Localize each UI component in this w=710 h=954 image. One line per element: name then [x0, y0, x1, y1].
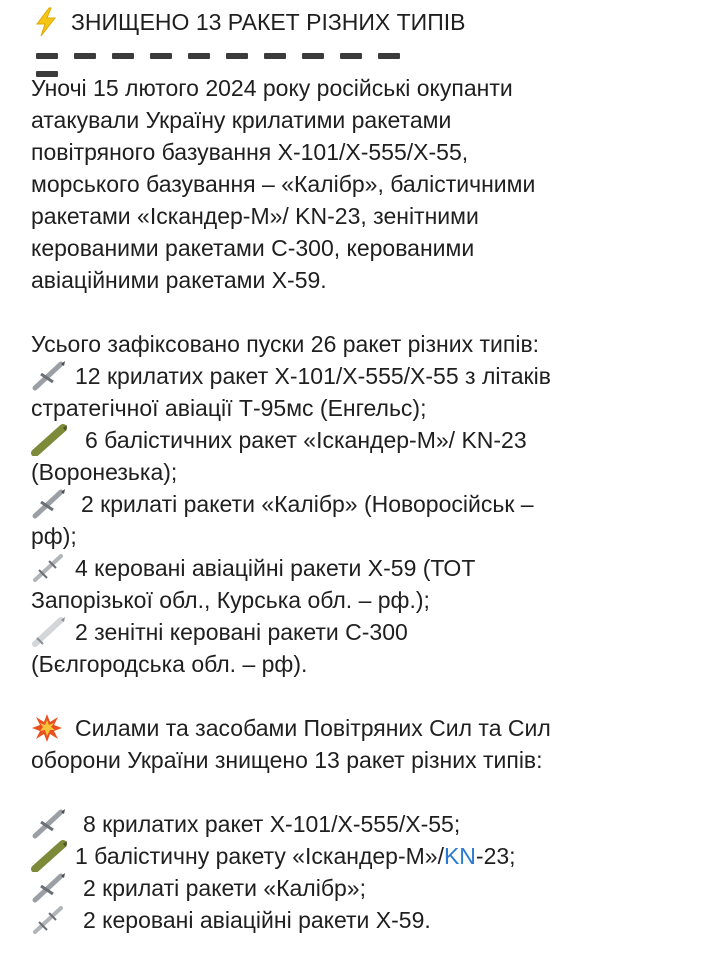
list-item-cont: стратегічної авіації Т-95мс (Енгельс); [31, 395, 427, 421]
list-item [31, 488, 534, 520]
list-item [31, 552, 475, 584]
intro-line: Уночі 15 лютого 2024 року російські окупанти [31, 75, 513, 101]
list-item-cont: (Бєлгородська обл. – рф). [31, 651, 308, 677]
list-item-text: 2 зенітні керовані ракети С-300 [75, 619, 408, 645]
list-item-text: 6 балістичних ракет «Іскандер-М»/ KN-23 [85, 427, 527, 453]
destroyed-heading-cont: оборони України знищено 13 ракет різних типів: [31, 747, 543, 773]
list-item [31, 808, 460, 840]
ballistic-missile-icon [31, 424, 85, 456]
destroyed-heading-text: Силами та засобами Повітряних Сил та Сил [75, 715, 551, 741]
intro-line: повітряного базування Х-101/Х-555/Х-55, [31, 139, 469, 165]
guided-missile-icon [31, 552, 75, 584]
ballistic-missile-icon [31, 840, 75, 872]
intro-line: керованими ракетами С-300, керованими [31, 235, 475, 261]
list-item-text: 8 крилатих ракет Х-101/Х-555/Х-55; [83, 811, 461, 837]
intro-line: авіаційними ракетами Х-59. [31, 267, 327, 293]
list-item-text: 1 балістичну ракету «Іскандер-М»/ [75, 843, 444, 869]
intro-line: атакували Україну крилатими ракетами [31, 107, 452, 133]
list-item-cont: рф); [31, 523, 77, 549]
guided-missile-icon [31, 904, 83, 936]
list-item-text: 4 керовані авіаційні ракети Х-59 (ТОТ [75, 555, 476, 581]
list-item [31, 872, 366, 904]
cruise-missile-icon [31, 488, 81, 520]
list-item-text: 2 керовані авіаційні ракети Х-59. [83, 907, 431, 933]
list-item [31, 424, 527, 456]
list-item-text: 2 крилаті ракети «Калібр» (Новоросійськ – [81, 491, 534, 517]
launches-heading: Усього зафіксовано пуски 26 ракет різних типів: [31, 331, 540, 357]
list-item-cont: (Воронезька); [31, 459, 178, 485]
destroyed-heading [31, 712, 551, 744]
cruise-missile-icon [31, 872, 83, 904]
list-item [31, 840, 516, 872]
lightning-icon [31, 6, 71, 38]
list-item [31, 360, 551, 392]
list-item [31, 904, 431, 936]
post-title: ЗНИЩЕНО 13 РАКЕТ РІЗНИХ ТИПІВ [71, 9, 466, 35]
list-item-text: 2 крилаті ракети «Калібр»; [83, 875, 366, 901]
kn-link[interactable]: KN [443, 843, 476, 869]
list-item-text: 12 крилатих ракет Х-101/Х-555/Х-55 з літаків [75, 363, 551, 389]
divider [36, 46, 440, 52]
list-item-text-suffix: -23; [475, 843, 516, 869]
explosion-icon [31, 712, 75, 744]
post-title-line [31, 6, 465, 38]
cruise-missile-icon [31, 360, 75, 392]
list-item-cont: Запорізької обл., Курська обл. – рф.); [31, 587, 430, 613]
intro-line: морського базування – «Калібр», балістичними [31, 171, 536, 197]
list-item [31, 616, 408, 648]
sam-missile-icon [31, 616, 75, 648]
cruise-missile-icon [31, 808, 83, 840]
intro-line: ракетами «Іскандер-М»/ KN-23, зенітними [31, 203, 479, 229]
